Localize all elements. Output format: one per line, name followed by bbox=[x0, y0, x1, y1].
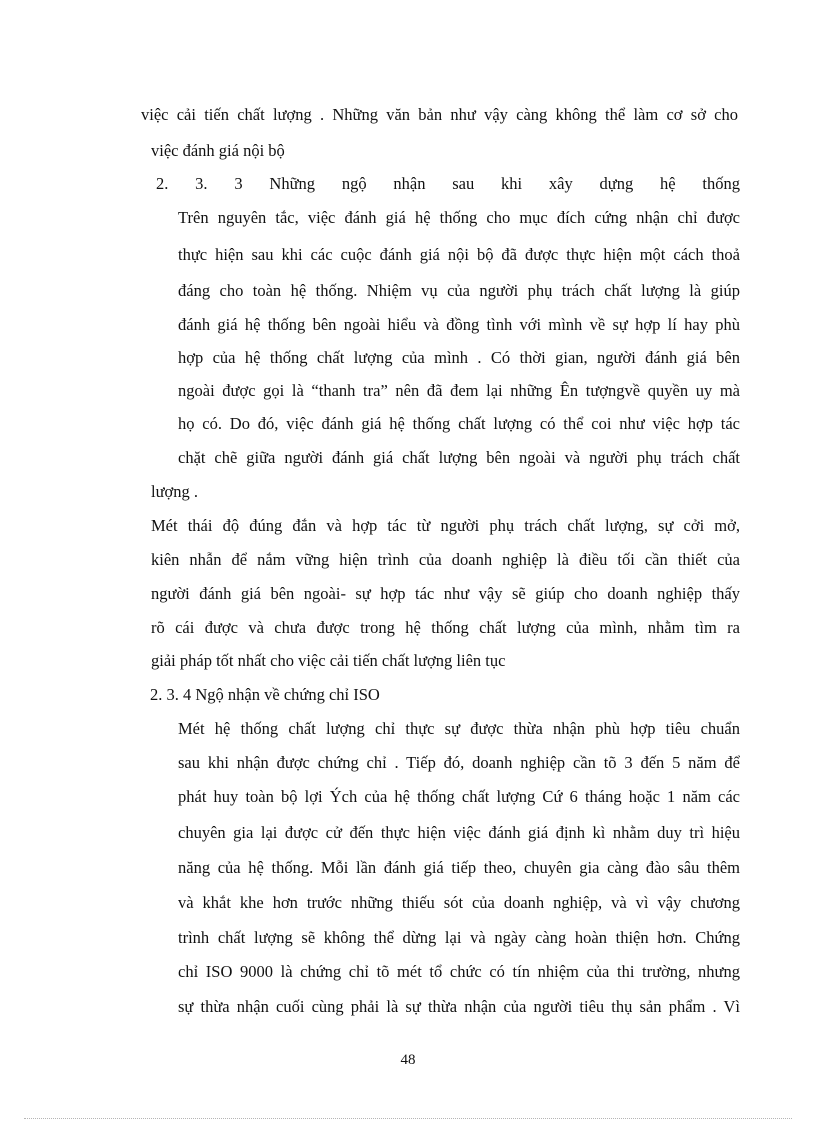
text-line-23: năng của hệ thống. Mỗi lần đánh giá tiếp theo, chuyên gia càng đào sâu thêm bbox=[178, 858, 740, 877]
text-line-1: việc cải tiến chất lượng . Những văn bản như vậy càng không thể làm cơ sở cho bbox=[141, 105, 738, 124]
section-heading-2-3-3: 2. 3. 3 Những ngộ nhận sau khi xây dựng hệ thống bbox=[156, 174, 740, 193]
text-line-13: Mét thái độ đúng đắn và hợp tác từ người phụ trách chất lượng, sự cởi mở, bbox=[151, 516, 740, 535]
page-bottom-border bbox=[24, 1118, 792, 1119]
text-line-19: Mét hệ thống chất lượng chỉ thực sự được thừa nhận phù hợp tiêu chuẩn bbox=[178, 719, 740, 738]
text-line-25: trình chất lượng sẽ không thể dừng lại và ngày càng hoàn thiện hơn. Chứng bbox=[178, 928, 740, 947]
text-line-24: và khắt khe hơn trước những thiếu sót của doanh nghiệp, và vì vậy chương bbox=[178, 893, 740, 912]
text-line-7: đánh giá hệ thống bên ngoài hiểu và đồng tình với mình về sự hợp lí hay phù bbox=[178, 315, 740, 334]
text-line-8: hợp của hệ thống chất lượng của mình . Có thời gian, người đánh giá bên bbox=[178, 348, 740, 367]
text-line-15: người đánh giá bên ngoài- sự hợp tác như vậy sẽ giúp cho doanh nghiệp thấy bbox=[151, 584, 740, 603]
text-line-6: đáng cho toàn hệ thống. Nhiệm vụ của người phụ trách chất lượng là giúp bbox=[178, 281, 740, 300]
text-line-21: phát huy toàn bộ lợi Ých của hệ thống chất lượng Cứ 6 tháng hoặc 1 năm các bbox=[178, 787, 740, 806]
text-line-4: Trên nguyên tắc, việc đánh giá hệ thống cho mục đích cứng nhận chỉ được bbox=[178, 208, 740, 227]
text-line-5: thực hiện sau khi các cuộc đánh giá nội bộ đã được thực hiện một cách thoả bbox=[178, 245, 740, 264]
text-line-12: lượng . bbox=[151, 482, 199, 501]
text-line-9: ngoài được gọi là “thanh tra” nên đã đem lại những Ên tượngvề quyền uy mà bbox=[178, 381, 740, 400]
text-line-22: chuyên gia lại được cử đến thực hiện việc đánh giá định kì nhằm duy trì hiệu bbox=[178, 823, 740, 842]
text-line-2: việc đánh giá nội bộ bbox=[151, 141, 285, 160]
text-line-27: sự thừa nhận cuối cùng phải là sự thừa nhận của người tiêu thụ sản phẩm . Vì bbox=[178, 997, 740, 1016]
text-line-16: rõ cái được và chưa được trong hệ thống chất lượng của mình, nhằm tìm ra bbox=[151, 618, 740, 637]
page-number: 48 bbox=[400, 1052, 416, 1068]
text-line-14: kiên nhẫn để nắm vững hiện trình của doanh nghiệp là điều tối cần thiết của bbox=[151, 550, 740, 569]
text-line-11: chặt chẽ giữa người đánh giá chất lượng bên ngoài và người phụ trách chất bbox=[178, 448, 740, 467]
text-line-20: sau khi nhận được chứng chỉ . Tiếp đó, doanh nghiệp cần tõ 3 đến 5 năm để bbox=[178, 753, 740, 772]
text-line-17: giải pháp tốt nhất cho việc cải tiến chất lượng liên tục bbox=[151, 651, 506, 670]
text-line-10: họ có. Do đó, việc đánh giá hệ thống chất lượng có thể coi như việc hợp tác bbox=[178, 414, 740, 433]
section-heading-2-3-4: 2. 3. 4 Ngộ nhận về chứng chỉ ISO bbox=[150, 685, 380, 704]
text-line-26: chỉ ISO 9000 là chứng chỉ tõ mét tổ chức có tín nhiệm của thi trường, nhưng bbox=[178, 962, 740, 981]
